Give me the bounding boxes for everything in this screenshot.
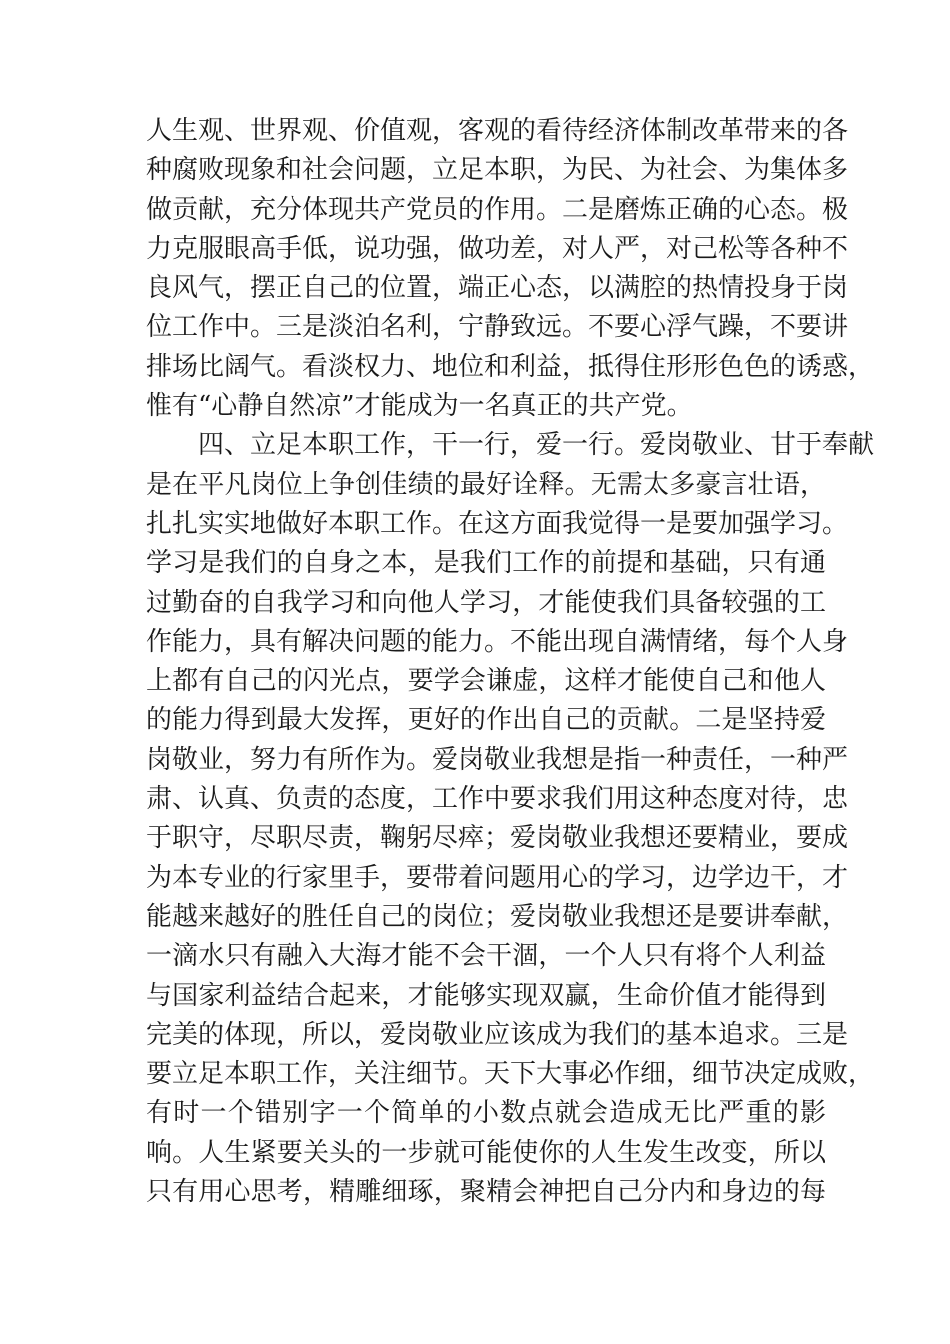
text-line: 的能力得到最大发挥，更好的作出自己的贡献。二是坚持爱 [146,705,826,736]
paragraph-1 [146,112,875,426]
text-line: 良风气，摆正自己的位置，端正心态，以满腔的热情投身于岗 [146,273,849,304]
text-line: 完美的体现，所以，爱岗敬业应该成为我们的基本追求。三是 [146,1019,849,1050]
text-line: 惟有“心静自然凉”才能成为一名真正的共产党。 [146,391,693,422]
text-line: 扎扎实实地做好本职工作。在这方面我觉得一是要加强学习。 [146,508,849,539]
text-line: 做贡献，充分体现共产党员的作用。二是磨炼正确的心态。极 [146,194,849,225]
paragraph-2 [146,426,875,1212]
text-line: 作能力，具有解决问题的能力。不能出现自满情绪，每个人身 [146,626,849,657]
text-line: 排场比阔气。看淡权力、地位和利益，抵得住形形色色的诱惑， [146,351,875,382]
text-line: 只有用心思考，精雕细琢，聚精会神把自己分内和身边的每 [146,1177,826,1208]
text-line: 有时一个错别字一个简单的小数点就会造成无比严重的影 [146,1098,826,1129]
text-line: 种腐败现象和社会问题，立足本职，为民、为社会、为集体多 [146,155,849,186]
text-line: 位工作中。三是淡泊名利，宁静致远。不要心浮气躁，不要讲 [146,312,849,343]
text-line: 一滴水只有融入大海才能不会干涸，一个人只有将个人利益 [146,941,826,972]
text-line: 肃、认真、负责的态度，工作中要求我们用这种态度对待，忠 [146,784,849,815]
text-line: 响。人生紧要关头的一步就可能使你的人生发生改变，所以 [146,1137,826,1168]
text-line: 过勤奋的自我学习和向他人学习，才能使我们具备较强的工 [146,587,826,618]
text-line: 人生观、世界观、价值观，客观的看待经济体制改革带来的各 [146,116,849,146]
text-line: 力克服眼高手低，说功强，做功差，对人严，对己松等各种不 [146,233,849,264]
text-line: 能越来越好的胜任自己的岗位；爱岗敬业我想还是要讲奉献， [146,901,849,932]
text-line: 要立足本职工作，关注细节。天下大事必作细，细节决定成败， [146,1059,875,1090]
text-line: 四、立足本职工作，干一行，爱一行。爱岗敬业、甘于奉献 [198,430,875,461]
text-line: 上都有自己的闪光点，要学会谦虚，这样才能使自己和他人 [146,666,826,697]
text-line: 为本专业的行家里手，要带着问题用心的学习，边学边干，才 [146,862,849,893]
text-line: 与国家利益结合起来，才能够实现双赢，生命价值才能得到 [146,980,826,1011]
text-line: 于职守，尽职尽责，鞠躬尽瘁；爱岗敬业我想还要精业，要成 [146,823,849,854]
text-line: 是在平凡岗位上争创佳绩的最好诠释。无需太多豪言壮语， [146,469,826,500]
text-line: 岗敬业，努力有所作为。爱岗敬业我想是指一种责任，一种严 [146,744,849,775]
body-text [146,112,875,1212]
text-line: 学习是我们的自身之本，是我们工作的前提和基础，只有通 [146,548,826,579]
